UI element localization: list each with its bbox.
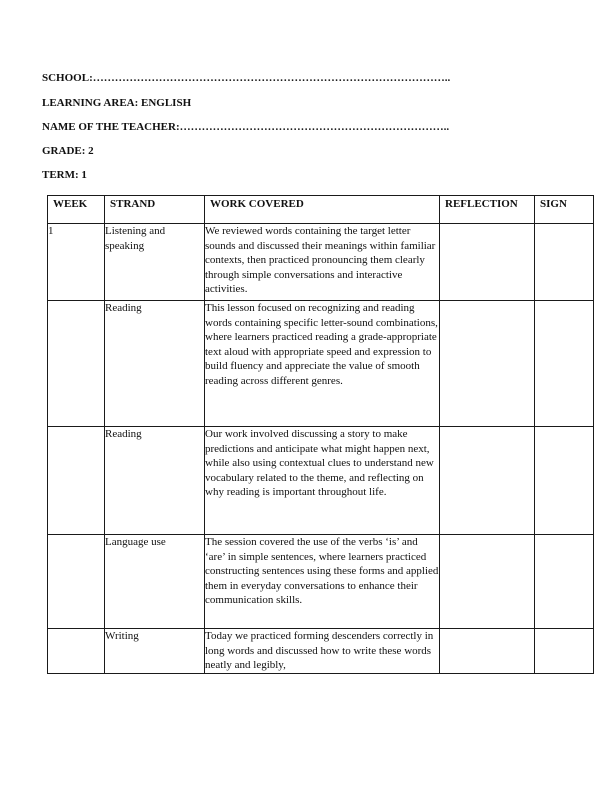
column-header-work-covered: WORK COVERED	[205, 196, 440, 224]
teacher-name-field: NAME OF THE TEACHER:………………………………………………………………..	[42, 121, 450, 133]
reflection-cell	[440, 301, 535, 427]
table-row	[48, 427, 594, 535]
work-covered-cell: Today we practiced forming descenders correctly in long words and discussed how to write these words neatly and legibly,	[205, 629, 440, 674]
week-cell	[48, 427, 105, 535]
sign-cell	[535, 629, 594, 674]
strand-cell: Listening and speaking	[105, 224, 205, 301]
work-covered-table	[47, 195, 594, 674]
week-cell: 1	[48, 224, 105, 301]
week-cell	[48, 535, 105, 629]
column-header-reflection: REFLECTION	[440, 196, 535, 224]
work-covered-cell: We reviewed words containing the target letter sounds and discussed their meanings within familiar contexts, then practiced pronouncing them clearly through simple conversations and interactive activities.	[205, 224, 440, 301]
sign-cell	[535, 427, 594, 535]
sign-cell	[535, 224, 594, 301]
work-covered-cell: Our work involved discussing a story to make predictions and anticipate what might happen next, while also using contextual clues to understand new vocabulary related to the theme, and reflecting on why reading is important throughout life.	[205, 427, 440, 535]
work-covered-cell: This lesson focused on recognizing and reading words containing specific letter-sound combinations, where learners practiced reading a grade-appropriate text aloud with appropriate speed and expression to build fluency and appreciate the value of smooth reading across different genres.	[205, 301, 440, 427]
reflection-cell	[440, 535, 535, 629]
week-cell	[48, 301, 105, 427]
table-row	[48, 535, 594, 629]
reflection-cell	[440, 427, 535, 535]
strand-cell: Writing	[105, 629, 205, 674]
column-header-strand: STRAND	[105, 196, 205, 224]
reflection-cell	[440, 629, 535, 674]
week-cell	[48, 629, 105, 674]
sign-cell	[535, 301, 594, 427]
school-field: SCHOOL:……………………………………………………………………………………..	[42, 72, 451, 84]
grade-label: GRADE: 2	[42, 145, 94, 157]
table-row	[48, 629, 594, 674]
reflection-cell	[440, 224, 535, 301]
table-header-row	[48, 196, 594, 224]
column-header-week: WEEK	[48, 196, 105, 224]
column-header-sign: SIGN	[535, 196, 594, 224]
table-row	[48, 224, 594, 301]
strand-cell: Language use	[105, 535, 205, 629]
sign-cell	[535, 535, 594, 629]
table-row	[48, 301, 594, 427]
work-covered-cell: The session covered the use of the verbs ‘is’ and ‘are’ in simple sentences, where learners practiced constructing sentences using these forms and applied them in everyday conversations to enhance their communication skills.	[205, 535, 440, 629]
term-label: TERM: 1	[42, 169, 87, 181]
strand-cell: Reading	[105, 427, 205, 535]
strand-cell: Reading	[105, 301, 205, 427]
learning-area-label: LEARNING AREA: ENGLISH	[42, 97, 192, 109]
